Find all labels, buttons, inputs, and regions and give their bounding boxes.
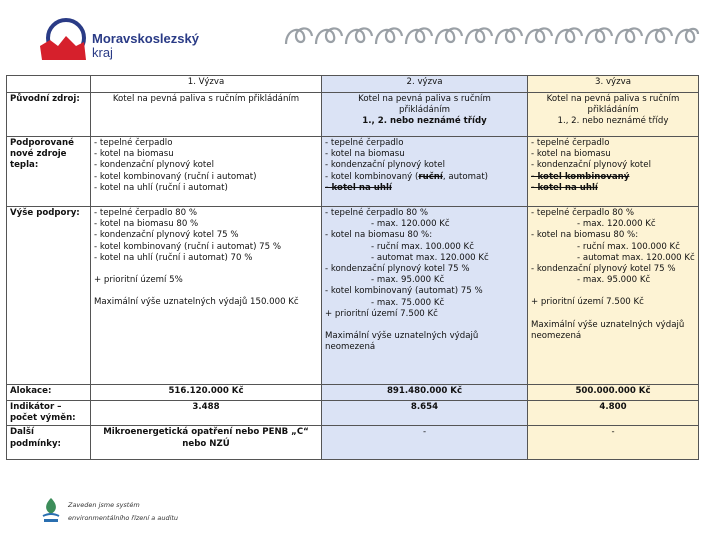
support-2-line: - max. 95.000 Kč xyxy=(371,275,445,286)
support-1-line: - kotel kombinovaný (ruční i automat) 75 % xyxy=(94,241,282,252)
supported-3-line: - kotel na biomasu xyxy=(531,149,611,160)
logo-text xyxy=(92,32,199,60)
source-2-line: Kotel na pevná paliva s ručním xyxy=(358,94,491,104)
supported-1-line: - tepelné čerpadlo xyxy=(94,138,173,148)
supported-2-line: - kotel na biomasu xyxy=(325,149,405,160)
header-call-2: 2. výzva xyxy=(322,76,528,93)
supported-2-line: - tepelné čerpadlo xyxy=(325,138,404,148)
row-support-level xyxy=(7,207,699,385)
supported-2-coal: - kotel na uhlí xyxy=(325,182,392,193)
header-call-1: 1. Výzva xyxy=(91,76,322,93)
support-1-priority: + prioritní území 5% xyxy=(94,275,183,286)
cell-support-1 xyxy=(91,207,322,385)
header-call-3: 3. výzva xyxy=(528,76,699,93)
label-support-level: Výše podpory: xyxy=(7,207,91,385)
supported-2-combined xyxy=(325,172,524,183)
cell-supported-1 xyxy=(91,137,322,207)
support-2-line: + prioritní území 7.500 Kč xyxy=(325,308,438,319)
support-2-line: - automat max. 120.000 Kč xyxy=(371,252,489,263)
emas-logo xyxy=(40,496,62,524)
source-3-line: 1., 2. nebo neznámé třídy xyxy=(557,116,669,127)
support-1-line: - kondenzační plynový kotel 75 % xyxy=(94,230,239,241)
combined-pre: - kotel kombinovaný ( xyxy=(325,171,419,182)
support-3-line: - kondenzační plynový kotel 75 % xyxy=(531,264,676,275)
footer-line2: environmentálního řízení a auditu xyxy=(68,514,179,522)
support-2-max: Maximální výše uznatelných výdajů neomezená xyxy=(325,331,479,353)
cell-conditions-2: - xyxy=(322,426,528,460)
cell-allocation-2: 891.480.000 Kč xyxy=(322,385,528,401)
support-1-line: - tepelné čerpadlo 80 % xyxy=(94,208,198,218)
supported-3-combined: - kotel kombinovaný xyxy=(531,171,630,182)
support-2-line: - tepelné čerpadlo 80 % xyxy=(325,208,429,218)
combined-strike: ruční xyxy=(418,171,443,182)
support-2-line: - kondenzační plynový kotel 75 % xyxy=(325,264,470,275)
source-2-line: 1., 2. nebo neznámé třídy xyxy=(362,116,487,127)
cell-indicator-3: 4.800 xyxy=(528,401,699,426)
supported-1-line: - kotel na uhlí (ruční i automat) xyxy=(94,182,228,193)
support-3-line: - max. 120.000 Kč xyxy=(577,219,656,230)
support-2-list xyxy=(325,208,524,320)
cell-support-2 xyxy=(322,207,528,385)
support-1-line: - kotel na biomasu 80 % xyxy=(94,219,199,230)
support-3-list xyxy=(531,208,695,286)
row-allocation xyxy=(7,385,699,401)
logo-line1: Moravskoslezský xyxy=(92,31,199,46)
supported-3-line: - kondenzační plynový kotel xyxy=(531,160,651,171)
label-supported-sources: Podporované nové zdroje tepla: xyxy=(7,137,91,207)
label-allocation: Alokace: xyxy=(7,385,91,401)
cell-indicator-1: 3.488 xyxy=(91,401,322,426)
support-2-line: - max. 120.000 Kč xyxy=(371,219,450,230)
cell-conditions-1: Mikroenergetická opatření nebo PENB „C“ nebo NZÚ xyxy=(91,426,322,460)
support-1-line: - kotel na uhlí (ruční i automat) 70 % xyxy=(94,252,253,263)
support-3-line: - automat max. 120.000 Kč xyxy=(577,252,695,263)
support-2-line: - kotel kombinovaný (automat) 75 % xyxy=(325,286,483,297)
support-2-line: - kotel na biomasu 80 %: xyxy=(325,230,433,241)
decorative-ornament xyxy=(282,20,700,50)
label-conditions: Další podmínky: xyxy=(7,426,91,460)
support-3-line: - max. 95.000 Kč xyxy=(577,275,651,286)
row-indicator xyxy=(7,401,699,426)
cell-support-3 xyxy=(528,207,699,385)
supported-3-coal: - kotel na uhlí xyxy=(531,182,598,193)
row-original-source xyxy=(7,93,699,137)
row-supported-sources xyxy=(7,137,699,207)
support-3-line: - kotel na biomasu 80 %: xyxy=(531,230,639,241)
header-row xyxy=(7,76,699,93)
cell-indicator-2: 8.654 xyxy=(322,401,528,426)
cell-conditions-3: - xyxy=(528,426,699,460)
comparison-table xyxy=(6,75,699,460)
support-3-line: - tepelné čerpadlo 80 % xyxy=(531,208,635,218)
support-3-line: - ruční max. 100.000 Kč xyxy=(577,241,680,252)
cell-supported-2 xyxy=(322,137,528,207)
supported-1-line: - kondenzační plynový kotel xyxy=(94,160,214,171)
source-3-line: Kotel na pevná paliva s ručním xyxy=(546,94,680,104)
cell-supported-3 xyxy=(528,137,699,207)
supported-1-line: - kotel kombinovaný (ruční i automat) xyxy=(94,171,257,182)
label-original-source: Původní zdroj: xyxy=(7,93,91,137)
cell-source-1: Kotel na pevná paliva s ručním přikládáním xyxy=(91,93,322,137)
support-3-max: Maximální výše uznatelných výdajů neomezená xyxy=(531,319,685,341)
header-empty xyxy=(7,76,91,93)
row-conditions xyxy=(7,426,699,460)
footer-text xyxy=(68,499,178,525)
source-2-line: přikládáním xyxy=(399,105,450,116)
supported-2-line: - kondenzační plynový kotel xyxy=(325,160,445,171)
support-2-line: - ruční max. 100.000 Kč xyxy=(371,241,474,252)
cell-source-2 xyxy=(322,93,528,137)
cell-source-3 xyxy=(528,93,699,137)
label-indicator: Indikátor – počet výměn: xyxy=(7,401,91,426)
cell-allocation-1: 516.120.000 Kč xyxy=(91,385,322,401)
support-1-max: Maximální výše uznatelných výdajů 150.000 Kč xyxy=(94,297,299,308)
support-3-priority: + prioritní území 7.500 Kč xyxy=(531,297,644,308)
combined-post: , automat) xyxy=(442,171,489,182)
supported-1-line: - kotel na biomasu xyxy=(94,149,174,160)
logo-line2: kraj xyxy=(92,45,113,60)
supported-3-line: - tepelné čerpadlo xyxy=(531,138,610,148)
support-2-line: - max. 75.000 Kč xyxy=(371,297,445,308)
cell-allocation-3: 500.000.000 Kč xyxy=(528,385,699,401)
footer-line1: Zaveden jsme systém xyxy=(68,501,140,509)
source-3-line: přikládáním xyxy=(587,105,639,116)
